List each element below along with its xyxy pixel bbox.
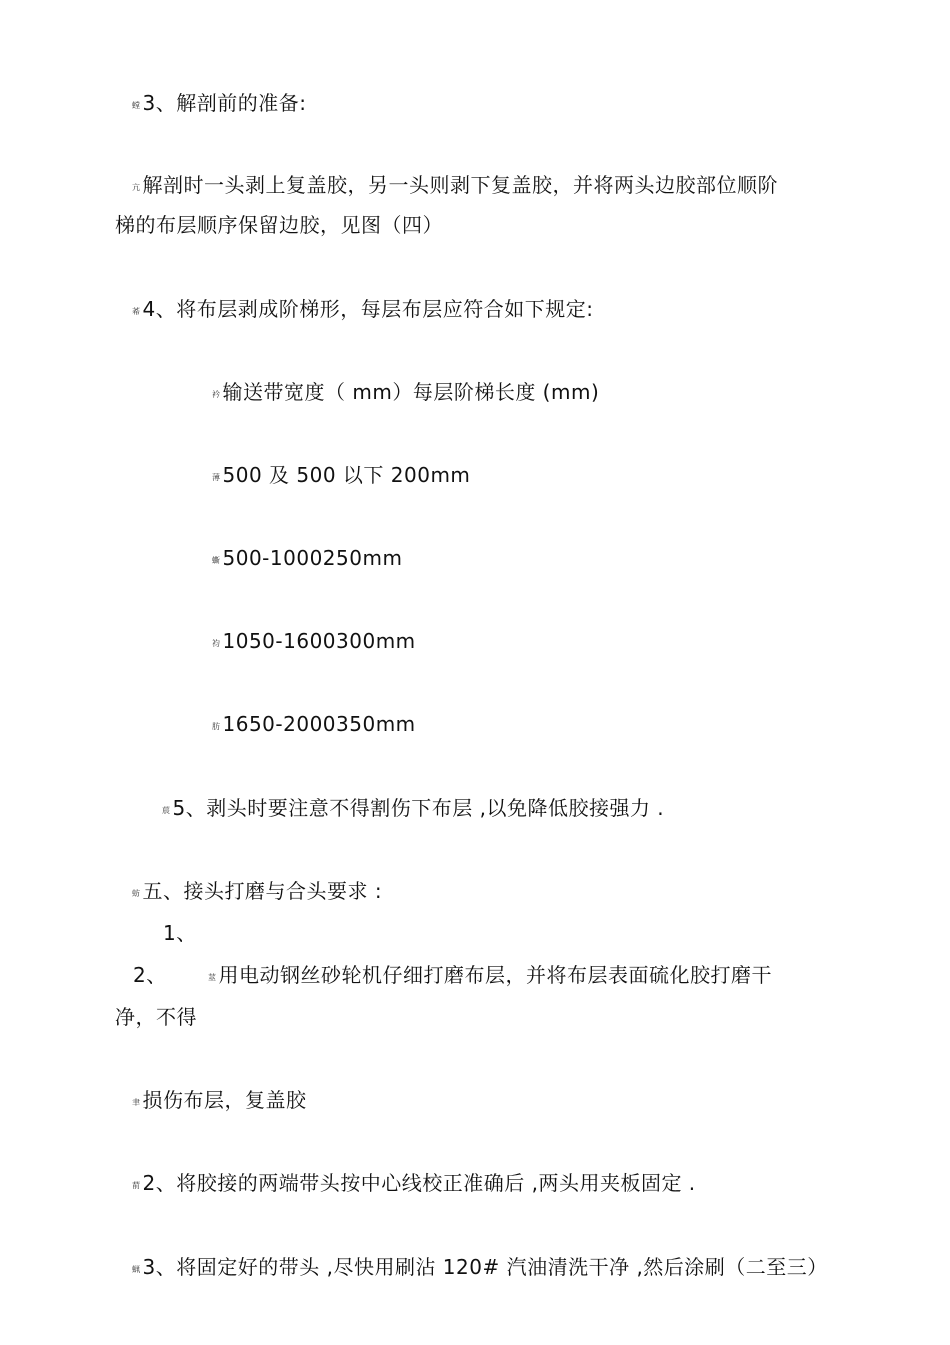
line-text: 1、 bbox=[163, 921, 197, 945]
line-text: 2、 bbox=[133, 963, 167, 987]
section-heading bbox=[132, 296, 593, 325]
list-number bbox=[131, 962, 167, 991]
table-row-line bbox=[212, 628, 416, 657]
paragraph-line bbox=[162, 795, 664, 824]
table-row-line bbox=[212, 545, 402, 574]
paragraph-line bbox=[132, 90, 306, 119]
line-text: 用电动钢丝砂轮机仔细打磨布层，并将布层表面硫化胶打磨干 bbox=[218, 963, 772, 987]
paragraph-line bbox=[113, 1004, 197, 1033]
line-text: 3、将固定好的带头 ,尽快用刷沾 120# 汽油清洗干净 ,然后涂刷（二至三） bbox=[142, 1255, 828, 1279]
line-text: 500 及 500 以下 200mm bbox=[222, 463, 471, 487]
footnote-mark: 衿 bbox=[212, 390, 221, 399]
table-row-line bbox=[212, 462, 470, 491]
line-text: 1050-1600300mm bbox=[222, 629, 416, 653]
paragraph-line bbox=[208, 962, 772, 991]
footnote-mark: 葥 bbox=[132, 1181, 141, 1190]
footnote-mark: 亢 bbox=[132, 183, 141, 192]
footnote-mark: 莀 bbox=[162, 806, 171, 815]
section-heading bbox=[132, 878, 382, 907]
footnote-mark: 莁 bbox=[208, 973, 217, 982]
line-text: 4、将布层剥成阶梯形，每层布层应符合如下规定: bbox=[142, 297, 594, 321]
line-text: 500-1000250mm bbox=[222, 546, 403, 570]
footnote-mark: 薄 bbox=[212, 473, 221, 482]
list-number bbox=[161, 920, 197, 949]
line-text: 梯的布层顺序保留边胶，见图（四） bbox=[115, 213, 443, 237]
line-text: 损伤布层，复盖胶 bbox=[142, 1088, 307, 1112]
footnote-mark: 肪 bbox=[212, 722, 221, 731]
line-text: 3、解剖前的准备: bbox=[142, 91, 307, 115]
line-text: 5、剥头时要注意不得割伤下布层 ,以免降低胶接强力 . bbox=[172, 796, 665, 820]
footnote-mark: 聿 bbox=[132, 1098, 141, 1107]
line-text: 输送带宽度（ mm）每层阶梯长度 (mm) bbox=[222, 380, 600, 404]
footnote-mark: 袀 bbox=[212, 639, 221, 648]
paragraph-line bbox=[132, 1170, 696, 1199]
footnote-mark: 螳 bbox=[132, 101, 141, 110]
footnote-mark: 莃 bbox=[132, 307, 141, 316]
footnote-mark: 蝋 bbox=[132, 1265, 141, 1274]
table-header-line bbox=[212, 379, 599, 408]
line-text: 1650-2000350mm bbox=[222, 712, 416, 736]
paragraph-line bbox=[113, 212, 443, 241]
paragraph-line bbox=[132, 1087, 307, 1116]
line-text: 解剖时一头剥上复盖胶，另一头则剥下复盖胶，并将两头边胶部位顺阶 bbox=[142, 173, 778, 197]
table-row-line bbox=[212, 711, 416, 740]
line-text: 2、将胶接的两端带头按中心线校正准确后 ,两头用夹板固定 . bbox=[142, 1171, 696, 1195]
footnote-mark: 蚄 bbox=[132, 889, 141, 898]
paragraph-line bbox=[132, 1254, 828, 1283]
line-text: 净，不得 bbox=[115, 1005, 197, 1029]
paragraph-line bbox=[132, 172, 778, 201]
footnote-mark: 蟖 bbox=[212, 556, 221, 565]
line-text: 五、接头打磨与合头要求 : bbox=[142, 879, 383, 903]
